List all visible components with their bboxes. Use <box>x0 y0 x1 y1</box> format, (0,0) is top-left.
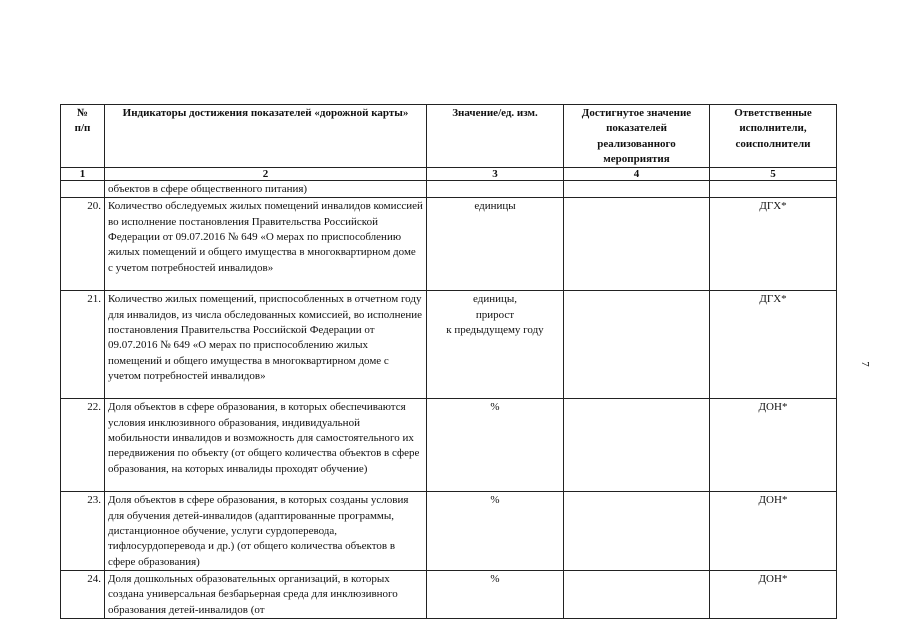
responsible-party: ДОН* <box>710 570 837 618</box>
continuation-text: объектов в сфере общественного питания) <box>105 181 427 198</box>
indicator-text: Доля дошкольных образовательных организаций, в которых создана универсальная безбарьерная среда для инклюзивного образования детей-инвалидов (от <box>105 570 427 618</box>
table-row <box>61 198 837 291</box>
row-number: 23. <box>61 492 105 570</box>
header-responsible: Ответственные исполнители, соисполнители <box>710 105 837 168</box>
unit-value: % <box>427 492 564 570</box>
roadmap-indicators-table <box>60 104 837 619</box>
row-number: 24. <box>61 570 105 618</box>
achieved-value <box>564 198 710 291</box>
column-number: 1 <box>61 168 105 181</box>
responsible-party: ДГХ* <box>710 198 837 291</box>
table-row <box>61 492 837 570</box>
indicator-text: Количество жилых помещений, приспособленных в отчетном году для инвалидов, из числа обследованных комиссией, во исполнение постановления Правительства Российской Федерации от 09.07.2016 № 649 «О мерах по приспособлению жилых помещений и общего имущества в многоквартирном доме с учетом потребностей инвалидов» <box>105 291 427 399</box>
table-row <box>61 570 837 618</box>
achieved-value <box>564 399 710 492</box>
indicator-text: Доля объектов в сфере образования, в которых созданы условия для обучения детей-инвалидов (адаптированные программы, дистанционное обучение, услуги сурдоперевода, тифлосурдоперевода и др.) (от общего количества объектов в сфере образования) <box>105 492 427 570</box>
achieved-value <box>564 492 710 570</box>
table-row <box>61 291 837 399</box>
header-indicators: Индикаторы достижения показателей «дорожной карты» <box>105 105 427 168</box>
continuation-row <box>61 181 837 198</box>
row-number: 21. <box>61 291 105 399</box>
header-value-unit: Значение/ед. изм. <box>427 105 564 168</box>
document-page <box>60 104 836 619</box>
unit-value: % <box>427 570 564 618</box>
header-number: № п/п <box>61 105 105 168</box>
unit-value: единицы <box>427 198 564 291</box>
table-row <box>61 399 837 492</box>
column-number: 2 <box>105 168 427 181</box>
column-number: 4 <box>564 168 710 181</box>
column-number: 5 <box>710 168 837 181</box>
achieved-value <box>564 291 710 399</box>
row-number: 20. <box>61 198 105 291</box>
responsible-party: ДОН* <box>710 492 837 570</box>
header-row <box>61 105 837 168</box>
achieved-value <box>564 570 710 618</box>
indicator-text: Доля объектов в сфере образования, в которых обеспечиваются условия инклюзивного образования, индивидуальной мобильности инвалидов и возможность для самостоятельного их передвижения по объекту (от общего количества объектов в сфере образования, на которых инвалиды проходят обучение) <box>105 399 427 492</box>
column-number: 3 <box>427 168 564 181</box>
row-number: 22. <box>61 399 105 492</box>
unit-value: % <box>427 399 564 492</box>
header-achieved-value: Достигнутое значение показателей реализованного мероприятия <box>564 105 710 168</box>
responsible-party: ДОН* <box>710 399 837 492</box>
responsible-party: ДГХ* <box>710 291 837 399</box>
column-numbers-row <box>61 168 837 181</box>
page-number: 7 <box>858 361 871 367</box>
unit-value: единицы, прирост к предыдущему году <box>427 291 564 399</box>
indicator-text: Количество обследуемых жилых помещений инвалидов комиссией во исполнение постановления Правительства Российской Федерации от 09.07.2016 № 649 «О мерах по приспособлению жилых помещений и общего имущества в многоквартирном доме с учетом потребностей инвалидов» <box>105 198 427 291</box>
